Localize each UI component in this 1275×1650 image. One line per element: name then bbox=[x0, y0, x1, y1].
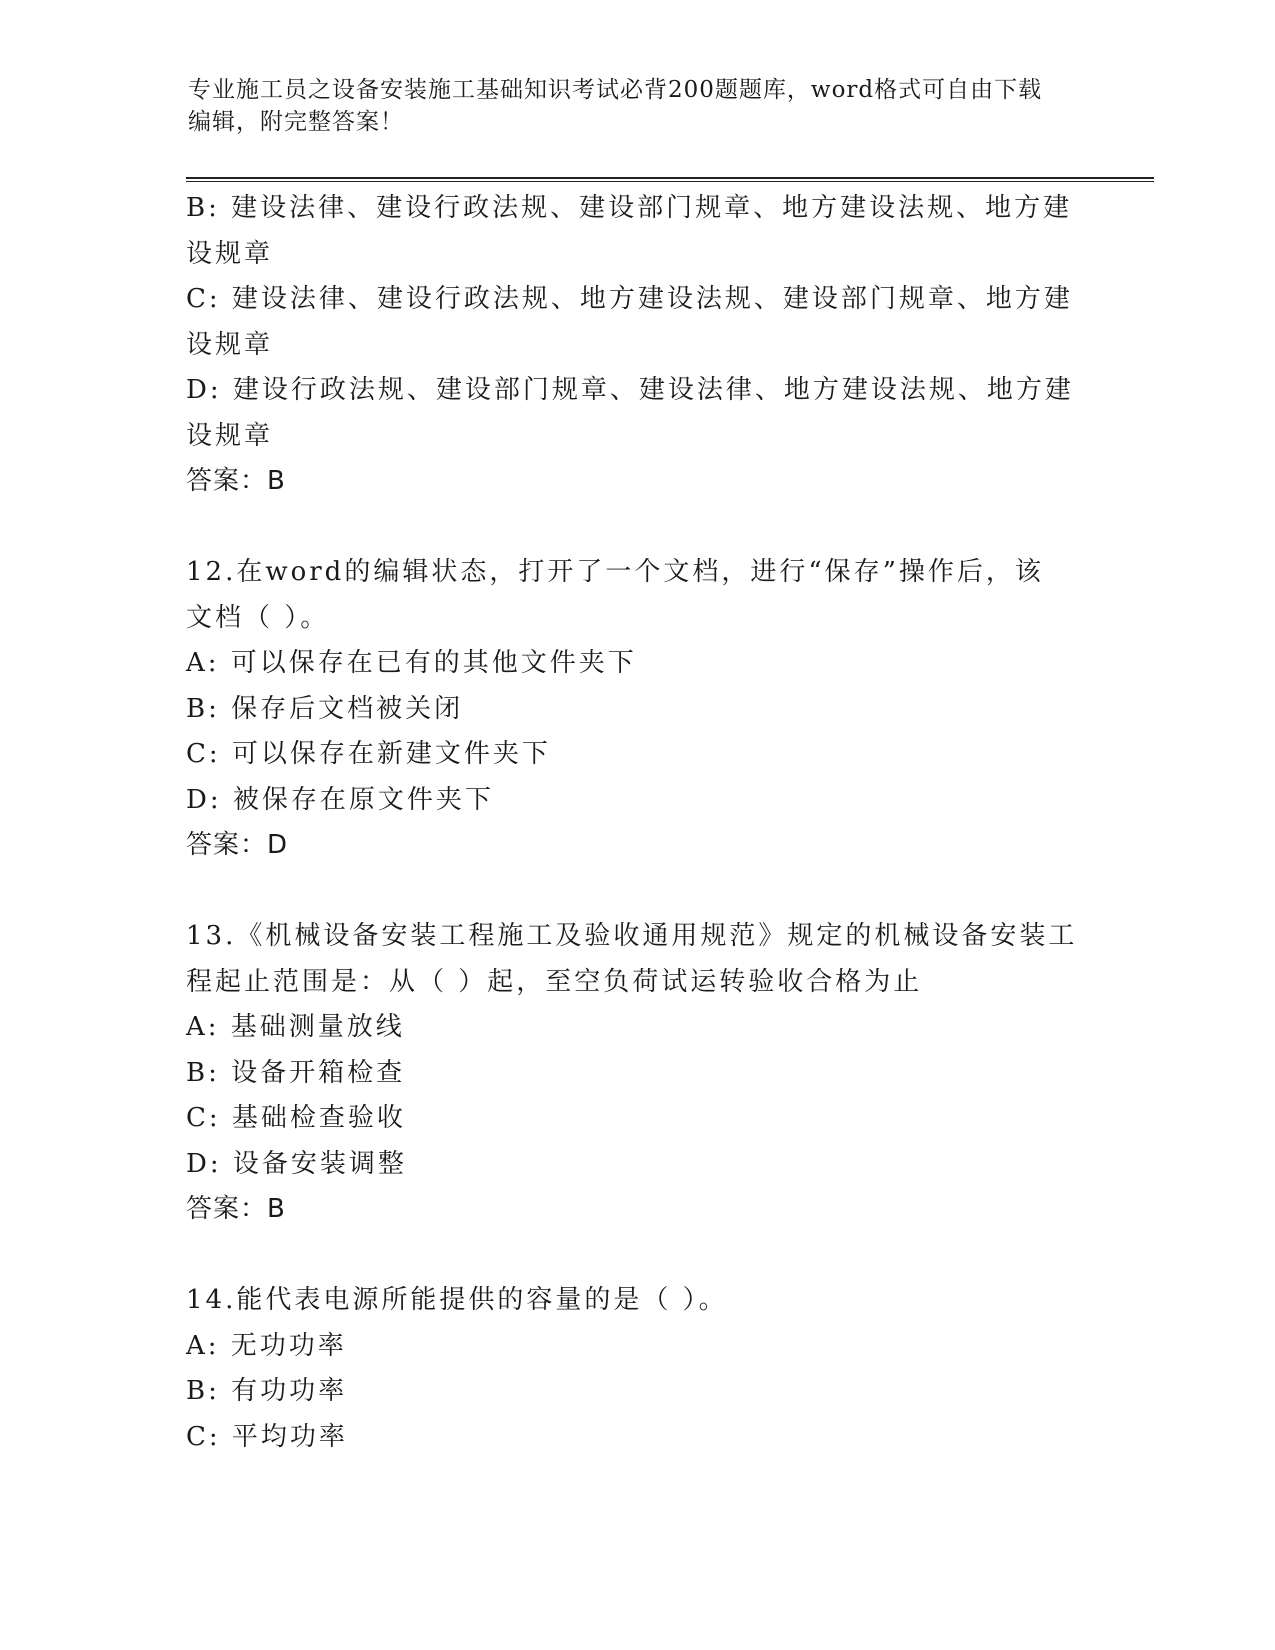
question-11-tail bbox=[186, 186, 1086, 505]
document-header bbox=[188, 74, 1088, 138]
option-b: B: 设备开箱检查 bbox=[186, 1057, 406, 1088]
question-stem-line-2: 文档（ ）。 bbox=[186, 602, 330, 633]
question-12 bbox=[186, 550, 1086, 869]
answer-line: 答案：B bbox=[186, 466, 286, 496]
option-a: A: 基础测量放线 bbox=[186, 1012, 405, 1042]
question-14 bbox=[186, 1278, 1086, 1460]
question-13 bbox=[186, 914, 1086, 1233]
question-stem-line-1: 13.《机械设备安装工程施工及验收通用规范》规定的机械设备安装工 bbox=[186, 921, 1078, 951]
document-body bbox=[186, 186, 1086, 1460]
spacer bbox=[186, 505, 1086, 551]
option-b: B: 有功功率 bbox=[186, 1376, 348, 1406]
header-title-line-2: 编辑，附完整答案！ bbox=[188, 109, 404, 135]
answer-line: 答案：B bbox=[186, 1194, 286, 1224]
option-c: C: 可以保存在新建文件夹下 bbox=[186, 739, 551, 769]
option-d: D: 设备安装调整 bbox=[186, 1148, 407, 1179]
option-c-line-2: 设规章 bbox=[186, 329, 274, 360]
option-a: A: 无功功率 bbox=[186, 1330, 347, 1361]
option-c-line-1: C: 建设法律、建设行政法规、地方建设法规、建设部门规章、地方建 bbox=[186, 284, 1073, 314]
header-divider-thick bbox=[186, 177, 1154, 179]
option-c: C: 平均功率 bbox=[186, 1421, 348, 1452]
question-stem-line-2: 程起止范围是：从（ ）起，至空负荷试运转验收合格为止 bbox=[186, 966, 923, 997]
option-d: D: 被保存在原文件夹下 bbox=[186, 784, 494, 815]
option-b: B: 保存后文档被关闭 bbox=[186, 693, 464, 724]
option-d-line-2: 设规章 bbox=[186, 420, 274, 451]
answer-line: 答案：D bbox=[186, 830, 289, 860]
option-c: C: 基础检查验收 bbox=[186, 1103, 406, 1133]
option-d-line-1: D: 建设行政法规、建设部门规章、建设法律、地方建设法规、地方建 bbox=[186, 375, 1074, 405]
option-b-line-2: 设规章 bbox=[186, 238, 274, 269]
question-stem-line-1: 12.在word的编辑状态，打开了一个文档，进行“保存”操作后，该 bbox=[186, 557, 1044, 587]
spacer bbox=[186, 869, 1086, 915]
header-divider-thin bbox=[186, 181, 1154, 182]
spacer bbox=[186, 1233, 1086, 1279]
question-stem-line-1: 14.能代表电源所能提供的容量的是（ ）。 bbox=[186, 1285, 728, 1315]
option-a: A: 可以保存在已有的其他文件夹下 bbox=[186, 648, 637, 678]
header-title-line-1: 专业施工员之设备安装施工基础知识考试必背200题题库，word格式可自由下载 bbox=[188, 77, 1043, 103]
option-b-line-1: B: 建设法律、建设行政法规、建设部门规章、地方建设法规、地方建 bbox=[186, 193, 1073, 223]
